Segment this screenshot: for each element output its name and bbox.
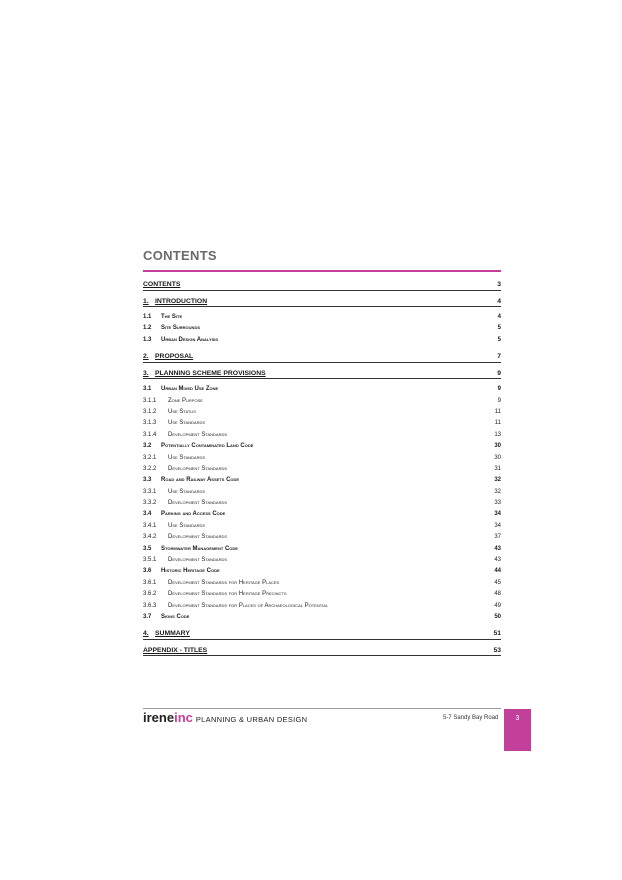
toc-entry-label [143, 384, 218, 395]
toc-entry[interactable] [143, 555, 501, 566]
toc-entry-title: CONTENTS [143, 281, 181, 288]
toc-entry-label [143, 555, 227, 566]
toc-entry-title: APPENDIX - TITLES [143, 646, 208, 654]
toc-entry-title: Development Standards [168, 534, 228, 541]
toc-entry-number: 3.1 [143, 386, 152, 393]
toc-entry-page: 43 [494, 557, 501, 564]
toc-entry-title: Development Standards for Heritage Places [168, 579, 280, 586]
logo-text-inc: inc [174, 710, 193, 725]
toc-entry-label [143, 280, 180, 290]
toc-entry-label [143, 407, 196, 418]
toc-entry-label [143, 589, 287, 600]
toc-entry-number: 3.1.4 [143, 431, 157, 438]
toc-entry-page: 34 [494, 511, 501, 518]
toc-entry-title: Use Standards [168, 420, 206, 427]
toc-entry-page: 13 [494, 431, 501, 438]
toc-entry-title: Development Standards [168, 557, 228, 564]
toc-entry-page: 32 [494, 477, 501, 484]
toc-entry-page: 30 [494, 443, 501, 450]
toc-entry-label [143, 509, 225, 520]
toc-entry-title: Zone Purpose [168, 397, 203, 404]
toc-entry[interactable] [143, 280, 501, 291]
toc-entry-page: 43 [494, 545, 501, 552]
toc-entry[interactable] [143, 453, 501, 464]
toc-entry-label [143, 453, 205, 464]
toc-entry-page: 44 [494, 568, 501, 575]
toc-entry-label [143, 418, 205, 429]
toc-entry[interactable] [143, 384, 501, 395]
toc-entry[interactable] [143, 509, 501, 520]
toc-entry-title: The Site [161, 314, 183, 320]
toc-entry[interactable] [143, 646, 501, 657]
toc-entry-number: 3. [143, 369, 149, 377]
toc-entry-label [143, 352, 193, 362]
toc-entry-label [143, 430, 227, 441]
toc-entry-page: 33 [494, 500, 501, 507]
toc-entry[interactable] [143, 441, 501, 452]
page-number: 3 [515, 715, 520, 722]
toc-entry-number: 3.2.1 [143, 454, 157, 461]
toc-entry-number: 3.6.1 [143, 579, 157, 586]
toc-entry-number: 2. [143, 353, 149, 361]
toc-entry[interactable] [143, 589, 501, 600]
toc-entry[interactable] [143, 521, 501, 532]
toc-entry[interactable] [143, 464, 501, 475]
toc-entry-label [143, 601, 328, 612]
toc-entry[interactable] [143, 601, 501, 612]
toc-entry-number: 3.6 [143, 568, 152, 575]
toc-entry-page: 48 [494, 591, 501, 598]
toc-entry-number: 1.1 [143, 314, 152, 320]
toc-entry-title: Urban Mixed Use Zone [161, 386, 219, 393]
toc-entry-title: Development Standards [168, 465, 228, 472]
toc-entry[interactable] [143, 475, 501, 486]
toc-entry[interactable] [143, 498, 501, 509]
table-of-contents [143, 280, 501, 656]
toc-entry-label [143, 441, 253, 452]
toc-entry-number: 3.4.2 [143, 534, 157, 541]
toc-entry-page: 5 [497, 325, 501, 332]
toc-entry-page: 9 [497, 397, 501, 404]
toc-entry-page: 4 [497, 297, 501, 305]
toc-entry[interactable] [143, 612, 501, 623]
toc-entry-label [143, 396, 203, 407]
toc-entry-title: Urban Design Analysis [161, 336, 219, 343]
toc-entry-page: 51 [493, 630, 501, 638]
toc-entry-label [143, 521, 205, 532]
toc-entry-page: 34 [494, 522, 501, 529]
toc-entry-title: Historic Heritage Code [161, 568, 220, 575]
toc-entry-label [143, 646, 207, 656]
toc-entry-number: 3.1.1 [143, 397, 157, 404]
toc-entry-title: Use Standards [168, 454, 206, 461]
toc-entry-title: INTRODUCTION [155, 297, 208, 305]
heading-divider [143, 270, 501, 272]
toc-entry-title: PLANNING SCHEME PROVISIONS [155, 369, 266, 377]
toc-entry-page: 50 [494, 613, 501, 620]
footer-divider [143, 708, 501, 709]
toc-entry-number: 1. [143, 297, 149, 305]
toc-entry-title: Development Standards [168, 500, 228, 507]
toc-entry-title: PROPOSAL [155, 353, 194, 361]
toc-entry-label [143, 566, 220, 577]
toc-entry[interactable] [143, 407, 501, 418]
toc-entry-number: 3.3 [143, 477, 152, 484]
toc-entry[interactable] [143, 418, 501, 429]
toc-entry-page: 53 [493, 646, 501, 654]
toc-entry[interactable] [143, 396, 501, 407]
toc-entry-title: Stormwater Management Code [161, 545, 238, 552]
toc-entry-number: 3.7 [143, 613, 152, 620]
toc-entry-number: 3.2.2 [143, 465, 157, 472]
toc-entry-label [143, 297, 207, 307]
toc-entry[interactable] [143, 323, 501, 334]
toc-entry[interactable] [143, 487, 501, 498]
toc-entry-number: 1.3 [143, 336, 152, 343]
toc-entry-title: Development Standards [168, 431, 228, 438]
toc-entry-page: 49 [494, 602, 501, 609]
toc-entry-page: 3 [497, 281, 501, 288]
toc-entry-number: 4. [143, 630, 149, 638]
toc-entry-title: Potentially Contaminated Land Code [161, 443, 254, 450]
toc-entry-number: 3.6.2 [143, 591, 157, 598]
toc-entry-label [143, 487, 205, 498]
toc-entry-number: 3.4.1 [143, 522, 157, 529]
toc-entry-number: 3.5 [143, 545, 152, 552]
toc-entry-title: Use Standards [168, 488, 206, 495]
toc-entry-page: 45 [494, 579, 501, 586]
toc-entry-label [143, 612, 189, 623]
toc-entry-page: 7 [497, 353, 501, 361]
toc-entry-page: 4 [497, 314, 501, 320]
logo-tagline: PLANNING & URBAN DESIGN [195, 715, 308, 724]
toc-entry-label [143, 629, 190, 639]
toc-entry-label [143, 532, 227, 543]
toc-entry-label [143, 475, 239, 486]
page-number-tab [504, 709, 531, 751]
toc-entry-number: 3.1.3 [143, 420, 157, 427]
toc-entry-page: 9 [497, 386, 501, 393]
toc-entry[interactable] [143, 578, 501, 589]
toc-entry-label [143, 464, 227, 475]
toc-entry-number: 3.6.3 [143, 602, 157, 609]
toc-entry[interactable] [143, 566, 501, 577]
toc-entry-label [143, 369, 266, 379]
toc-entry-number: 3.1.2 [143, 408, 157, 415]
toc-entry-page: 32 [494, 488, 501, 495]
toc-entry-title: Development Standards for Places of Archaeological Potential [168, 602, 329, 609]
toc-entry-page: 5 [497, 336, 501, 343]
toc-entry-label [143, 312, 182, 323]
toc-entry[interactable] [143, 544, 501, 555]
toc-entry-page: 37 [494, 534, 501, 541]
toc-entry[interactable] [143, 629, 501, 640]
toc-entry[interactable] [143, 297, 501, 308]
toc-entry-page: 30 [494, 454, 501, 461]
toc-entry-title: Signs Code [161, 613, 190, 620]
company-logo [143, 710, 307, 728]
toc-entry-number: 3.3.1 [143, 488, 157, 495]
toc-entry[interactable] [143, 430, 501, 441]
toc-entry-title: Use Standards [168, 522, 206, 529]
toc-entry-label [143, 335, 218, 346]
footer-address: 5-7 Sandy Bay Road [443, 715, 499, 721]
toc-entry-title: SUMMARY [155, 630, 190, 638]
toc-entry-label [143, 578, 279, 589]
toc-entry[interactable] [143, 335, 501, 346]
toc-entry-page: 11 [494, 408, 501, 415]
toc-entry-label [143, 498, 227, 509]
toc-entry[interactable] [143, 352, 501, 363]
logo-text-irene: irene [143, 710, 175, 725]
page-title: CONTENTS [143, 248, 217, 263]
toc-entry-label [143, 323, 200, 334]
toc-entry-page: 9 [497, 369, 501, 377]
toc-entry-title: Use Status [168, 408, 196, 415]
toc-entry-title: Site Surrounds [161, 325, 201, 332]
toc-entry-label [143, 544, 238, 555]
toc-entry-number: 1.2 [143, 325, 152, 332]
toc-entry-number: 3.4 [143, 511, 152, 518]
toc-entry-title: Parking and Access Code [161, 511, 226, 518]
toc-entry-number: 3.2 [143, 443, 152, 450]
toc-entry-page: 11 [494, 420, 501, 427]
toc-entry-title: Road and Railway Assets Code [161, 477, 240, 484]
toc-entry-number: 3.5.1 [143, 557, 157, 564]
toc-entry-number: 3.3.2 [143, 500, 157, 507]
toc-entry-title: Development Standards for Heritage Precincts [168, 591, 287, 598]
toc-entry[interactable] [143, 312, 501, 323]
toc-entry-page: 31 [494, 465, 501, 472]
toc-entry[interactable] [143, 532, 501, 543]
toc-entry[interactable] [143, 369, 501, 380]
